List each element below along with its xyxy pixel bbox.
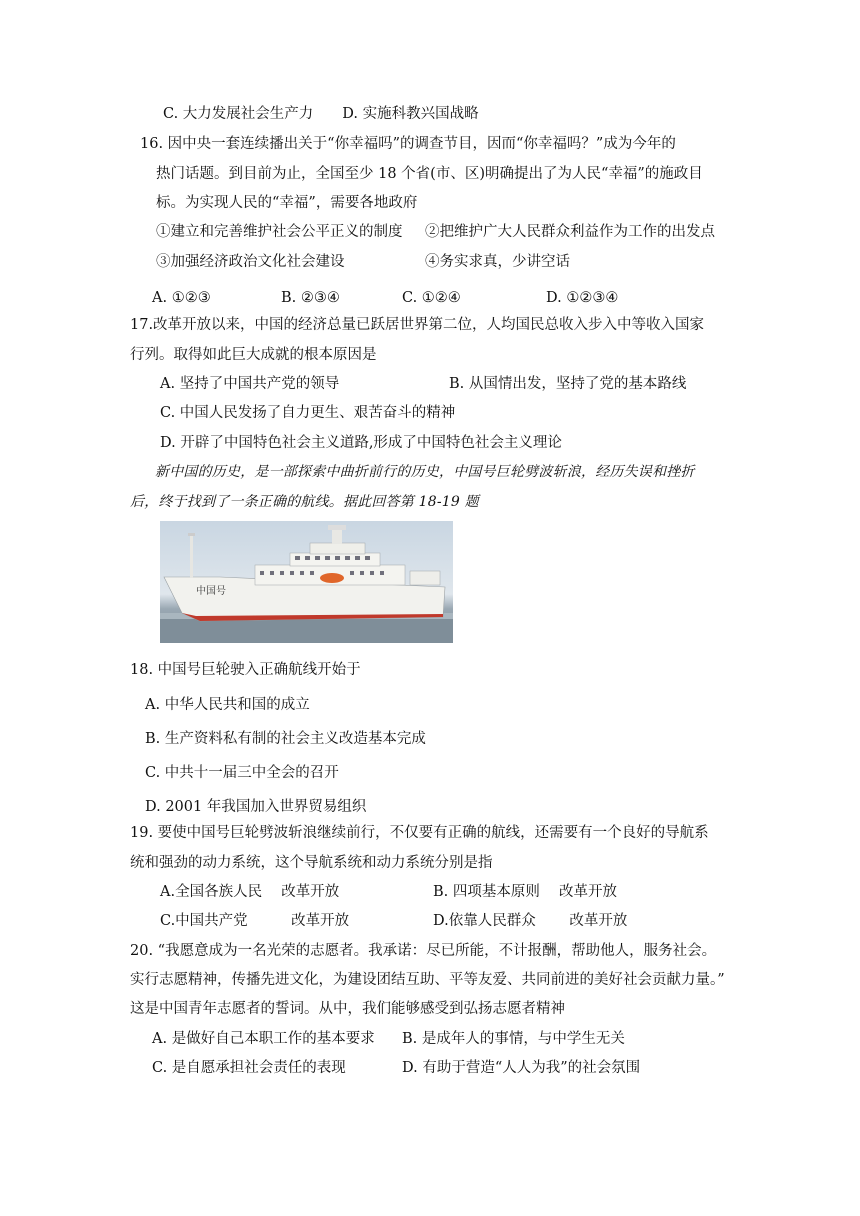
q20-stem-line3: 这是中国青年志愿者的誓词。从中，我们能够感受到弘扬志愿者精神: [130, 1001, 565, 1017]
q20-option-b: B. 是成年人的事情，与中学生无关: [402, 1031, 625, 1047]
passage-line2: 后，终于找到了一条正确的航线。据此回答第 18-19 题: [130, 494, 479, 510]
q17-stem-line2: 行列。取得如此巨大成就的根本原因是: [130, 347, 377, 363]
q16-option-d: D. ①②③④: [546, 290, 619, 306]
q19-option-d: D.依靠人民群众 改革开放: [433, 913, 628, 929]
q15-options-cd: C. 大力发展社会生产力 D. 实施科教兴国战略: [163, 106, 479, 122]
q17-option-c: C. 中国人民发扬了自力更生、艰苦奋斗的精神: [160, 405, 456, 421]
q20-option-a: A. 是做好自己本职工作的基本要求: [152, 1031, 375, 1047]
q17-stem-line1: 17.改革开放以来，中国的经济总量已跃居世界第二位，人均国民总收入步入中等收入国家: [130, 317, 705, 333]
q19-option-c: C.中国共产党 改革开放: [160, 913, 350, 929]
q16-item-1: ①建立和完善维护社会公平正义的制度: [156, 224, 403, 240]
q18-stem: 18. 中国号巨轮驶入正确航线开始于: [130, 662, 361, 678]
q16-option-b: B. ②③④: [281, 290, 340, 306]
q18-option-a: A. 中华人民共和国的成立: [145, 697, 310, 713]
q16-item-4: ④务实求真，少讲空话: [425, 254, 570, 270]
passage-line1: 新中国的历史，是一部探索中曲折前行的历史，中国号巨轮劈波斩浪，经历失误和挫折: [155, 464, 695, 480]
q17-option-a: A. 坚持了中国共产党的领导: [160, 376, 340, 392]
q16-stem-line1: 16. 因中央一套连续播出关于“你幸福吗”的调查节目，因而“你幸福吗？”成为今年的: [140, 136, 676, 152]
q16-stem-line3: 标。为实现人民的“幸福”，需要各地政府: [156, 195, 418, 211]
q18-option-c: C. 中共十一届三中全会的召开: [145, 765, 339, 781]
q17-option-b: B. 从国情出发，坚持了党的基本路线: [449, 376, 687, 392]
q20-stem-line2: 实行志愿精神，传播先进文化，为建设团结互助、平等友爱、共同前进的美好社会贡献力量。”: [130, 972, 725, 988]
q18-option-b: B. 生产资料私有制的社会主义改造基本完成: [145, 731, 426, 747]
q18-option-d: D. 2001 年我国加入世界贸易组织: [145, 799, 367, 815]
q16-option-a: A. ①②③: [152, 290, 211, 306]
hull-name: 中国号: [196, 586, 226, 597]
q16-option-c: C. ①②④: [402, 290, 461, 306]
q16-item-2: ②把维护广大人民群众利益作为工作的出发点: [425, 224, 715, 240]
q20-option-d: D. 有助于营造“人人为我”的社会氛围: [402, 1060, 641, 1076]
q19-option-b: B. 四项基本原则 改革开放: [433, 884, 617, 900]
q17-option-d: D. 开辟了中国特色社会主义道路,形成了中国特色社会主义理论: [160, 435, 562, 451]
q16-stem-line2: 热门话题。到目前为止，全国至少 18 个省(市、区)明确提出了为人民“幸福”的施政目: [156, 166, 703, 182]
q20-stem-line1: 20. “我愿意成为一名光荣的志愿者。我承诺：尽已所能，不计报酬，帮助他人，服务社会。: [130, 943, 717, 959]
q20-option-c: C. 是自愿承担社会责任的表现: [152, 1060, 346, 1076]
q19-stem-line1: 19. 要使中国号巨轮劈波斩浪继续前行，不仅要有正确的航线，还需要有一个良好的导航系: [130, 825, 709, 841]
ship-photo: [160, 521, 453, 643]
q16-item-3: ③加强经济政治文化社会建设: [156, 254, 345, 270]
q19-stem-line2: 统和强劲的动力系统，这个导航系统和动力系统分别是指: [130, 855, 493, 871]
q19-option-a: A.全国各族人民 改革开放: [160, 884, 340, 900]
